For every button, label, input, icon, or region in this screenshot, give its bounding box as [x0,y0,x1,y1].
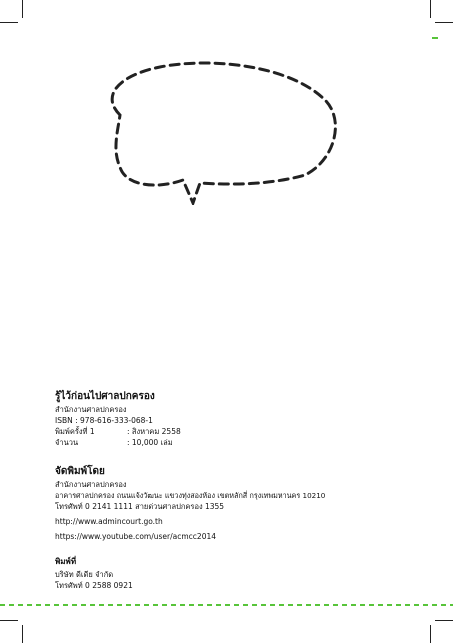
printer-name: บริษัท ดีเดีย จำกัด [55,570,114,579]
printer-phone: โทรศัพท์ 0 2588 0921 [55,581,133,590]
printing-row [55,426,181,437]
printing-label: พิมพ์ครั้งที่ 1 [55,427,95,436]
publisher-heading: จัดพิมพ์โดย [55,466,105,477]
crop-mark [22,0,23,18]
crop-mark [435,22,453,23]
green-cut-line [0,604,453,606]
publisher-info [55,465,325,542]
crop-mark [22,625,23,643]
printer-heading: พิมพ์ที่ [55,557,77,566]
quantity-value: : 10,000 เล่ม [127,438,173,447]
crop-mark [430,0,431,18]
book-info [55,390,181,448]
crop-mark [435,620,453,621]
speech-bubble-icon [100,55,345,205]
isbn: ISBN : 978-616-333-068-1 [55,416,153,425]
publisher-phone: โทรศัพท์ 0 2141 1111 สายด่วนศาลปกครอง 1355 [55,502,225,511]
green-registration-tick [432,37,438,39]
quantity-row [55,437,181,448]
crop-mark [430,625,431,643]
publisher-name: สำนักงานศาลปกครอง [55,405,127,414]
website-link[interactable]: http://www.admincourt.go.th [55,517,163,526]
publisher-address: อาคารศาลปกครอง ถนนแจ้งวัฒนะ แขวงทุ่งสองห้อง เขตหลักสี่ กรุงเทพมหานคร 10210 [55,491,326,500]
crop-mark [0,22,18,23]
book-title: รู้ไว้ก่อนไปศาลปกครอง [55,391,155,402]
printing-value: : สิงหาคม 2558 [127,427,181,436]
printer-info [55,556,133,591]
crop-mark [0,620,18,621]
publisher-org: สำนักงานศาลปกครอง [55,480,127,489]
youtube-link[interactable]: https://www.youtube.com/user/acmcc2014 [55,532,217,541]
quantity-label: จำนวน [55,438,79,447]
